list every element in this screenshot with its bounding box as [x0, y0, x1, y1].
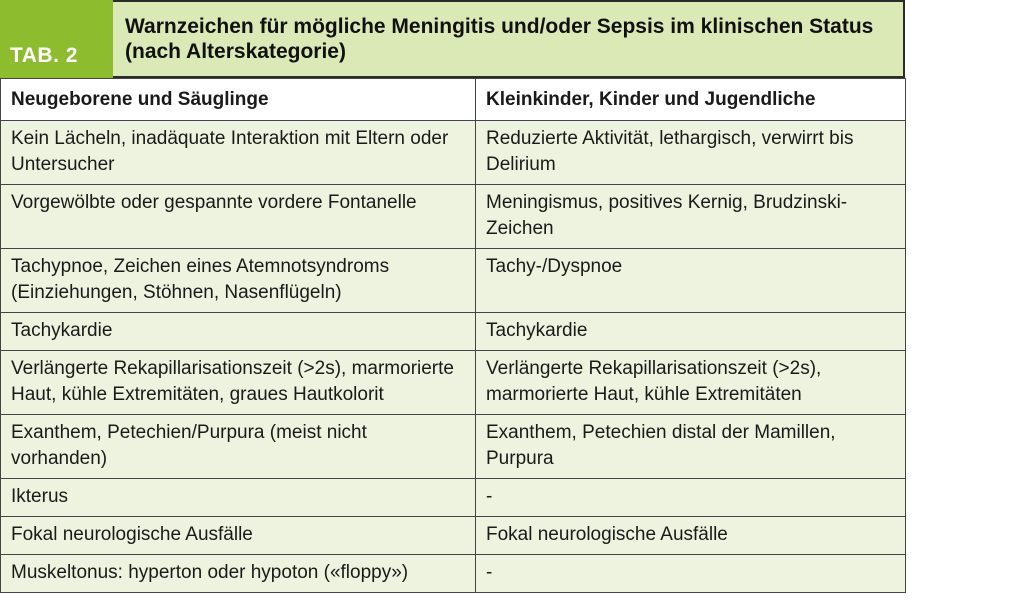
column-header-children: Kleinkinder, Kinder und Jugendliche — [476, 79, 906, 121]
title-line-1: Warnzeichen für mögliche Meningitis und/oder Sepsis im klinischen Status — [125, 15, 874, 38]
cell-children: Fokal neurologische Ausfälle — [476, 517, 906, 555]
column-header-infants: Neugeborene und Säuglinge — [1, 79, 476, 121]
cell-children: Reduzierte Aktivität, lethargisch, verwirrt bis Delirium — [476, 121, 906, 185]
table-row — [1, 313, 906, 351]
table-row — [1, 517, 906, 555]
table-row — [1, 249, 906, 313]
table-row — [1, 555, 906, 593]
table-row — [1, 415, 906, 479]
table-row — [1, 185, 906, 249]
cell-infants: Vorgewölbte oder gespannte vordere Fontanelle — [1, 185, 476, 249]
cell-infants: Tachykardie — [1, 313, 476, 351]
tab-label: TAB. 2 — [0, 0, 113, 78]
table-row — [1, 351, 906, 415]
column-header-row — [1, 79, 906, 121]
cell-infants: Verlängerte Rekapillarisationszeit (>2s), marmorierte Haut, kühle Extremitäten, graues Hautkolorit — [1, 351, 476, 415]
cell-children: - — [476, 479, 906, 517]
cell-infants: Fokal neurologische Ausfälle — [1, 517, 476, 555]
table-row — [1, 121, 906, 185]
cell-infants: Tachypnoe, Zeichen eines Atemnotsyndroms (Einziehungen, Stöhnen, Nasenflügeln) — [1, 249, 476, 313]
cell-infants: Ikterus — [1, 479, 476, 517]
table-title — [113, 0, 905, 78]
cell-infants: Exanthem, Petechien/Purpura (meist nicht vorhanden) — [1, 415, 476, 479]
table-header — [0, 0, 905, 78]
cell-children: Exanthem, Petechien distal der Mamillen, Purpura — [476, 415, 906, 479]
cell-children: Meningismus, positives Kernig, Brudzinski-Zeichen — [476, 185, 906, 249]
title-line-2: (nach Alterskategorie) — [125, 40, 346, 63]
cell-children: Verlängerte Rekapillarisationszeit (>2s), marmorierte Haut, kühle Extremitäten — [476, 351, 906, 415]
table-row — [1, 479, 906, 517]
cell-infants: Kein Lächeln, inadäquate Interaktion mit Eltern oder Untersucher — [1, 121, 476, 185]
data-table — [0, 78, 906, 593]
cell-children: Tachykardie — [476, 313, 906, 351]
cell-children: Tachy-/Dyspnoe — [476, 249, 906, 313]
cell-children: - — [476, 555, 906, 593]
cell-infants: Muskeltonus: hyperton oder hypoton («floppy») — [1, 555, 476, 593]
